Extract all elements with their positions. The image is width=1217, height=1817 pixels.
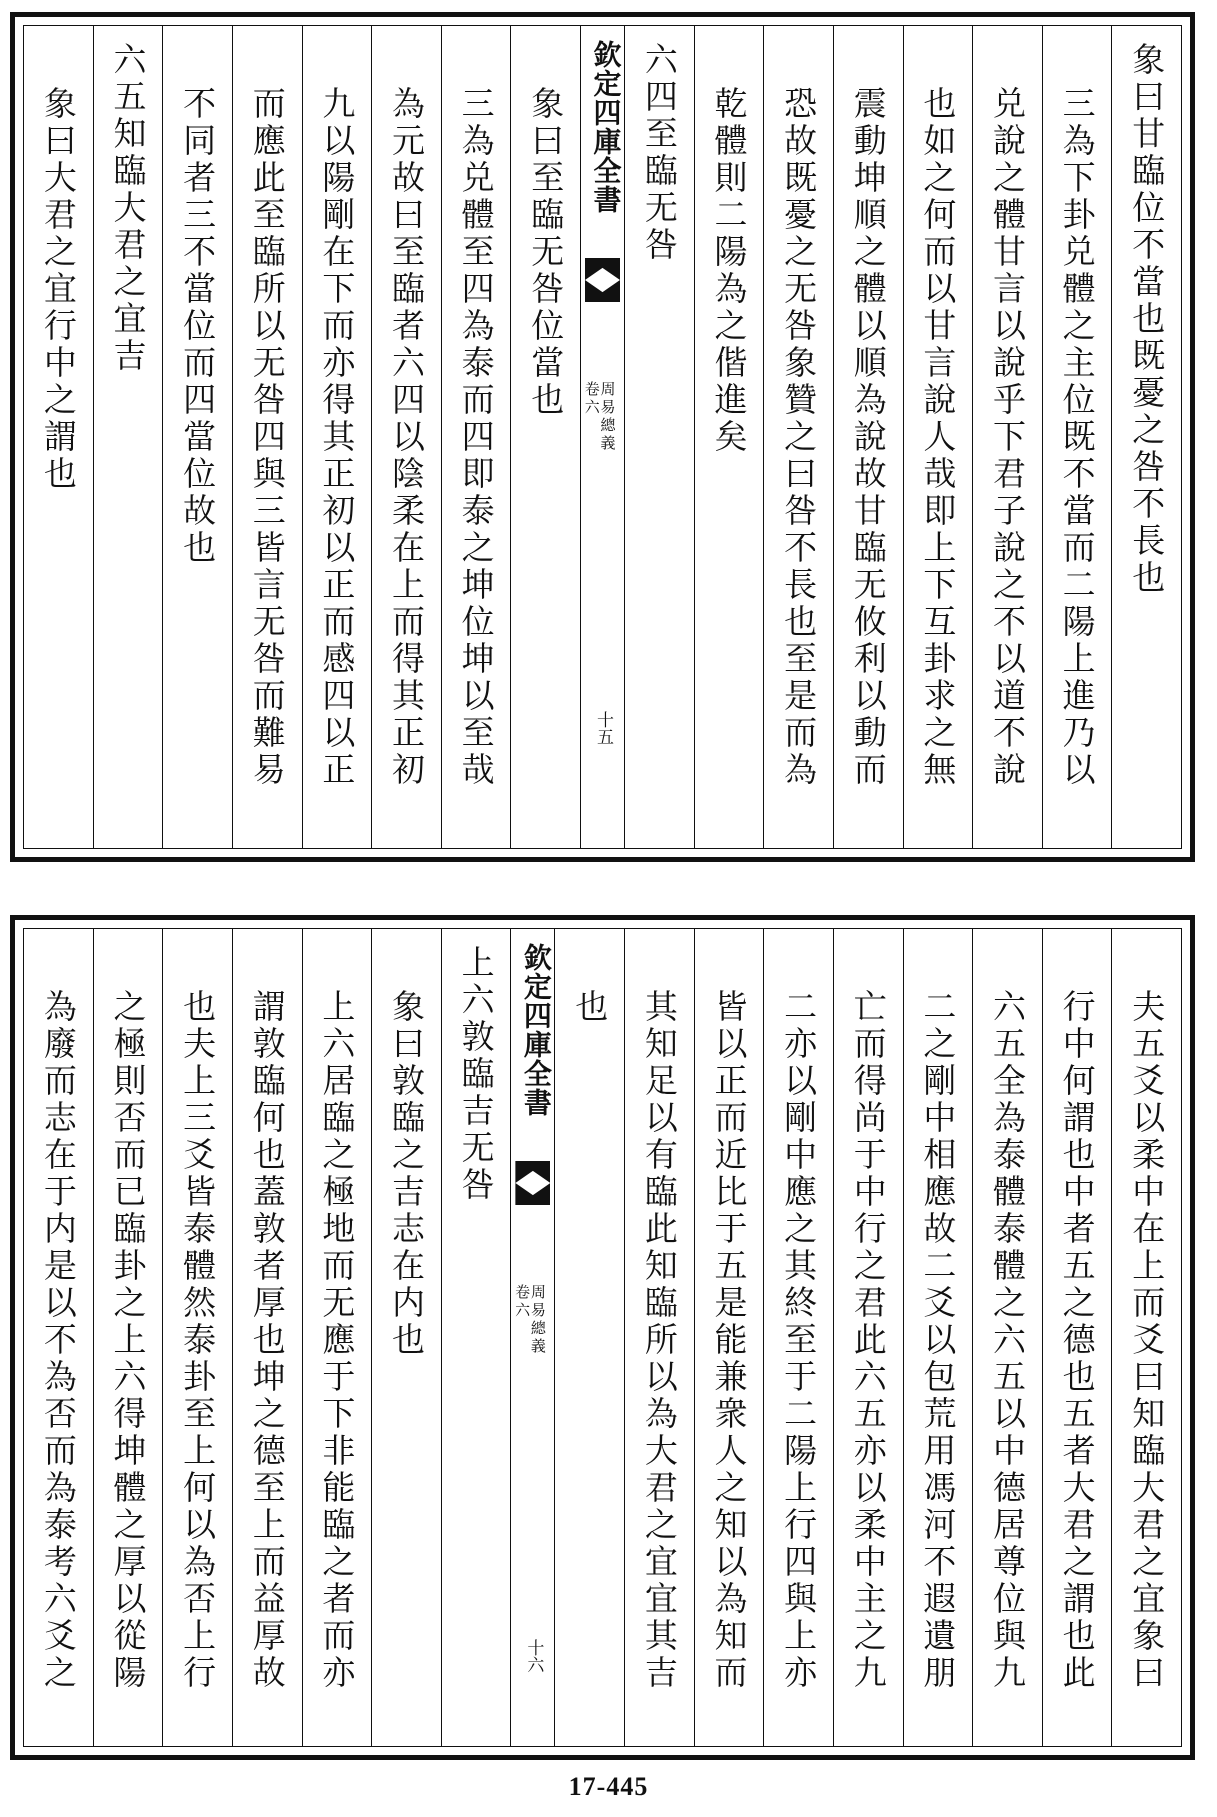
text-column — [441, 929, 511, 1746]
column-text: 而應此至臨所以无咎四與三皆言无咎而難易 — [247, 86, 287, 789]
column-text: 三為下卦兑體之主位既不當而二陽上進乃以 — [1057, 86, 1097, 789]
top-page-columns — [23, 25, 1182, 849]
column-text: 恐故既憂之无咎象贊之曰咎不長也至是而為 — [779, 86, 819, 789]
text-column — [93, 929, 163, 1746]
text-column — [1111, 929, 1181, 1746]
text-column — [554, 929, 624, 1746]
volume-label: 卷六 — [513, 1284, 532, 1320]
text-column — [763, 26, 833, 848]
column-text: 不同者三不當位而四當位故也 — [178, 86, 218, 567]
book-info — [583, 381, 615, 453]
book-title: 周易總義 — [598, 381, 617, 453]
page-number: 十五 — [593, 711, 613, 745]
column-text: 六五知臨大君之宜吉 — [108, 42, 148, 375]
bottom-page-columns — [23, 928, 1182, 1747]
column-text: 象曰甘臨位不當也既憂之咎不長也 — [1127, 42, 1167, 597]
column-text: 謂敦臨何也蓋敦者厚也坤之德至上而益厚故 — [247, 989, 287, 1692]
column-text: 二之剛中相應故二爻以包荒用馮河不遐遺朋 — [918, 989, 958, 1692]
column-text: 亡而得尚于中行之君此六五亦以柔中主之九 — [848, 989, 888, 1692]
column-text: 也夫上三爻皆泰體然泰卦至上何以為否上行 — [178, 989, 218, 1692]
volume-label: 卷六 — [582, 381, 601, 417]
series-title: 欽定四庫全書 — [589, 40, 623, 214]
text-column — [1042, 26, 1112, 848]
center-fold — [580, 26, 624, 848]
fishtail-mark — [515, 1161, 550, 1183]
column-text: 兑說之體甘言以說乎下君子說之不以道不說 — [987, 86, 1027, 789]
book-title: 周易總義 — [528, 1284, 547, 1356]
top-page — [10, 12, 1195, 862]
column-text: 象曰大君之宜行中之謂也 — [38, 86, 78, 493]
column-text: 二亦以剛中應之其終至于二陽上行四與上亦 — [779, 989, 819, 1692]
column-text: 乾體則二陽為之偕進矣 — [709, 86, 749, 456]
series-title: 欽定四庫全書 — [519, 943, 553, 1117]
text-column — [694, 929, 764, 1746]
column-text: 夫五爻以柔中在上而爻曰知臨大君之宜象曰 — [1127, 989, 1167, 1692]
text-column — [302, 26, 372, 848]
text-column — [302, 929, 372, 1746]
text-column — [1111, 26, 1181, 848]
text-column — [624, 929, 694, 1746]
fishtail-mark — [585, 280, 620, 302]
text-column — [972, 929, 1042, 1746]
column-text: 九以陽剛在下而亦得其正初以正而感四以正 — [317, 86, 357, 789]
center-fold — [510, 929, 554, 1746]
column-text: 行中何謂也中者五之德也五者大君之謂也此 — [1057, 989, 1097, 1692]
text-column — [694, 26, 764, 848]
column-text: 震動坤順之體以順為說故甘臨无攸利以動而 — [848, 86, 888, 789]
column-text: 三為兑體至四為泰而四即泰之坤位坤以至哉 — [456, 86, 496, 789]
column-text: 上六居臨之極地而无應于下非能臨之者而亦 — [317, 989, 357, 1692]
text-column — [833, 26, 903, 848]
text-column — [162, 929, 232, 1746]
column-text: 象曰至臨无咎位當也 — [526, 86, 566, 419]
text-column — [232, 929, 302, 1746]
page-number: 十六 — [523, 1639, 544, 1673]
column-text: 上六敦臨吉无咎 — [456, 945, 496, 1204]
fishtail-mark — [585, 258, 620, 280]
column-text: 象曰敦臨之吉志在内也 — [386, 989, 426, 1359]
column-text: 皆以正而近比于五是能兼衆人之知以為知而 — [709, 989, 749, 1692]
text-column — [903, 26, 973, 848]
column-text: 也 — [570, 989, 610, 1026]
text-column — [510, 26, 580, 848]
column-text: 其知足以有臨此知臨所以為大君之宜宜其吉 — [639, 989, 679, 1692]
text-column — [441, 26, 511, 848]
text-column — [232, 26, 302, 848]
footer-page-code: 17-445 — [568, 1772, 649, 1801]
text-column — [903, 929, 973, 1746]
text-column — [162, 26, 232, 848]
bottom-page — [10, 915, 1195, 1760]
text-column — [763, 929, 833, 1746]
text-column — [93, 26, 163, 848]
column-text: 為元故曰至臨者六四以陰柔在上而得其正初 — [386, 86, 426, 789]
text-column — [833, 929, 903, 1746]
text-column — [972, 26, 1042, 848]
column-text: 之極則否而已臨卦之上六得坤體之厚以從陽 — [108, 989, 148, 1692]
text-column — [24, 26, 93, 848]
book-info — [513, 1284, 545, 1356]
text-column — [371, 26, 441, 848]
column-text: 為廢而志在于内是以不為否而為泰考六爻之 — [38, 989, 78, 1692]
text-column — [1042, 929, 1112, 1746]
fishtail-mark — [515, 1183, 550, 1205]
column-text: 六四至臨无咎 — [639, 42, 679, 264]
text-column — [624, 26, 694, 848]
text-column — [371, 929, 441, 1746]
column-text: 六五全為泰體泰體之六五以中德居尊位與九 — [987, 989, 1027, 1692]
text-column — [24, 929, 93, 1746]
column-text: 也如之何而以甘言說人哉即上下互卦求之無 — [918, 86, 958, 789]
